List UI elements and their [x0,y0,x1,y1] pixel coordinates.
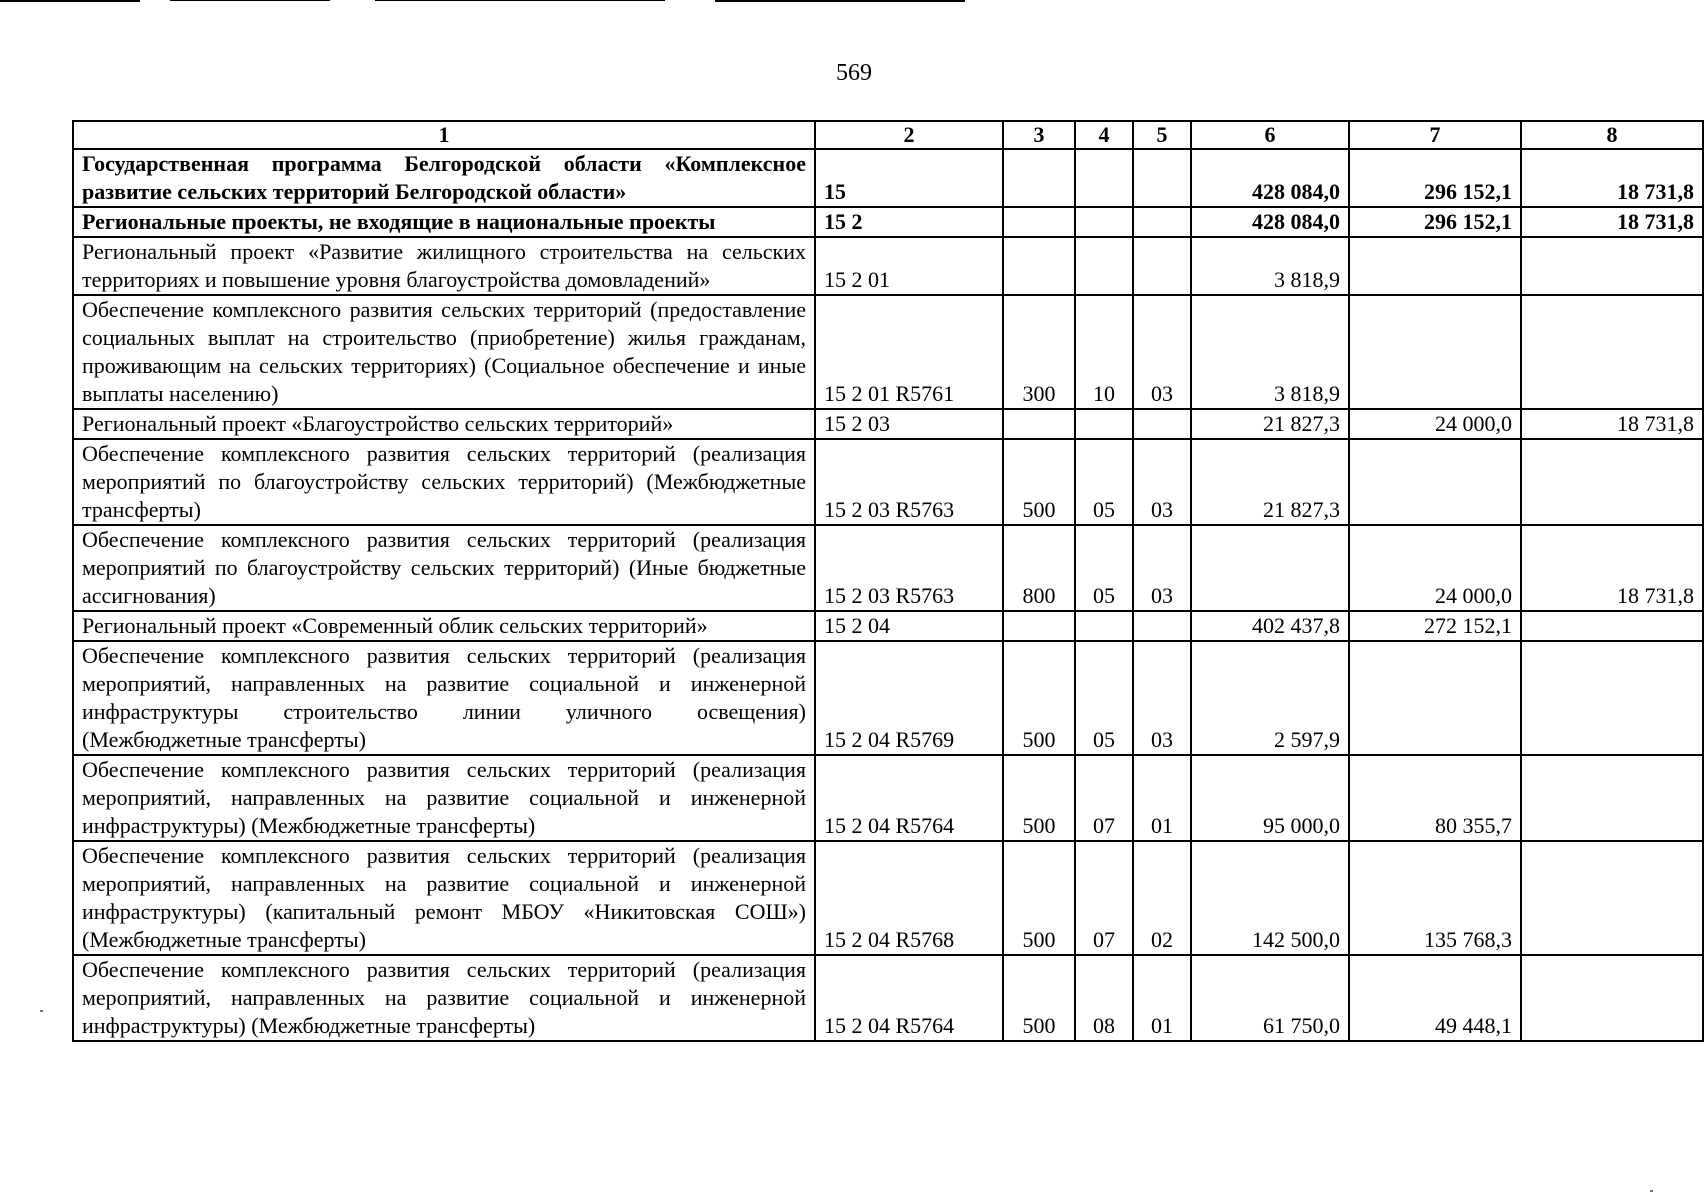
expense-type-cell [1003,409,1075,439]
budget-table [72,120,1704,1042]
header-cell: 7 [1349,121,1521,149]
table-row [73,841,1703,955]
section-cell: 07 [1075,841,1133,955]
table-row [73,641,1703,755]
amount-col6-cell: 428 084,0 [1191,207,1349,237]
amount-col6-cell: 61 750,0 [1191,955,1349,1041]
table-row [73,149,1703,207]
section-cell [1075,409,1133,439]
scan-speck [40,1010,43,1012]
amount-col8-cell [1521,439,1703,525]
table-row [73,207,1703,237]
amount-col7-cell [1349,237,1521,295]
amount-col7-cell [1349,641,1521,755]
budget-code-cell: 15 2 03 R5763 [815,439,1003,525]
table-body [73,149,1703,1041]
table-row [73,237,1703,295]
row-name-cell: Обеспечение комплексного развития сельских территорий (реализация мероприятий, направленных на развитие социальной и инженерной инфраструктуры строительство линии уличного освещения) (Межбюджетные трансферты) [73,641,815,755]
amount-col8-cell [1521,295,1703,409]
section-cell: 05 [1075,641,1133,755]
budget-code-cell: 15 2 01 [815,237,1003,295]
expense-type-cell: 500 [1003,955,1075,1041]
subsection-cell: 03 [1133,525,1191,611]
table-row [73,755,1703,841]
subsection-cell: 01 [1133,955,1191,1041]
row-name-cell: Региональные проекты, не входящие в национальные проекты [73,207,815,237]
amount-col6-cell: 428 084,0 [1191,149,1349,207]
amount-col8-cell: 18 731,8 [1521,149,1703,207]
subsection-cell: 03 [1133,641,1191,755]
amount-col7-cell: 24 000,0 [1349,409,1521,439]
header-cell: 8 [1521,121,1703,149]
amount-col8-cell [1521,641,1703,755]
section-cell: 07 [1075,755,1133,841]
row-name-cell: Обеспечение комплексного развития сельских территорий (реализация мероприятий, направленных на развитие социальной и инженерной инфраструктуры) (Межбюджетные трансферты) [73,755,815,841]
section-cell [1075,237,1133,295]
header-cell: 6 [1191,121,1349,149]
header-cell: 3 [1003,121,1075,149]
table-row [73,955,1703,1041]
amount-col6-cell: 3 818,9 [1191,237,1349,295]
amount-col6-cell: 21 827,3 [1191,439,1349,525]
row-name-cell: Региональный проект «Благоустройство сельских территорий» [73,409,815,439]
section-cell: 05 [1075,525,1133,611]
amount-col7-cell: 296 152,1 [1349,149,1521,207]
amount-col6-cell: 3 818,9 [1191,295,1349,409]
expense-type-cell [1003,207,1075,237]
amount-col8-cell [1521,755,1703,841]
amount-col6-cell: 142 500,0 [1191,841,1349,955]
amount-col6-cell [1191,525,1349,611]
header-row [73,121,1703,149]
budget-code-cell: 15 2 04 R5769 [815,641,1003,755]
amount-col7-cell: 24 000,0 [1349,525,1521,611]
expense-type-cell: 500 [1003,641,1075,755]
amount-col7-cell [1349,439,1521,525]
header-cell: 4 [1075,121,1133,149]
scan-speck [1650,1190,1653,1192]
budget-code-cell: 15 2 03 [815,409,1003,439]
amount-col8-cell: 18 731,8 [1521,409,1703,439]
scan-edge-line [715,0,965,2]
amount-col8-cell [1521,841,1703,955]
expense-type-cell [1003,237,1075,295]
amount-col7-cell: 272 152,1 [1349,611,1521,641]
subsection-cell: 03 [1133,295,1191,409]
amount-col7-cell: 49 448,1 [1349,955,1521,1041]
budget-code-cell: 15 2 04 R5768 [815,841,1003,955]
table-row [73,611,1703,641]
table-row [73,439,1703,525]
scan-edge-line [170,0,330,1]
expense-type-cell: 300 [1003,295,1075,409]
expense-type-cell: 800 [1003,525,1075,611]
row-name-cell: Региональный проект «Современный облик сельских территорий» [73,611,815,641]
section-cell: 10 [1075,295,1133,409]
subsection-cell: 02 [1133,841,1191,955]
budget-code-cell: 15 2 04 R5764 [815,955,1003,1041]
amount-col8-cell [1521,237,1703,295]
subsection-cell: 03 [1133,439,1191,525]
budget-code-cell: 15 2 01 R5761 [815,295,1003,409]
subsection-cell [1133,149,1191,207]
row-name-cell: Обеспечение комплексного развития сельских территорий (предоставление социальных выплат на строительство (приобретение) жилья гражданам, проживающим на сельских территориях) (Социальное обеспечение и иные выплаты населению) [73,295,815,409]
section-cell: 08 [1075,955,1133,1041]
table-row [73,295,1703,409]
expense-type-cell: 500 [1003,439,1075,525]
amount-col7-cell: 135 768,3 [1349,841,1521,955]
table-row [73,409,1703,439]
expense-type-cell: 500 [1003,755,1075,841]
header-cell: 5 [1133,121,1191,149]
row-name-cell: Государственная программа Белгородской области «Комплексное развитие сельских территорий Белгородской области» [73,149,815,207]
amount-col6-cell: 2 597,9 [1191,641,1349,755]
header-cell: 2 [815,121,1003,149]
section-cell [1075,149,1133,207]
budget-code-cell: 15 [815,149,1003,207]
section-cell [1075,207,1133,237]
subsection-cell [1133,409,1191,439]
budget-code-cell: 15 2 04 R5764 [815,755,1003,841]
amount-col8-cell [1521,955,1703,1041]
expense-type-cell: 500 [1003,841,1075,955]
section-cell: 05 [1075,439,1133,525]
amount-col7-cell: 80 355,7 [1349,755,1521,841]
amount-col8-cell: 18 731,8 [1521,207,1703,237]
row-name-cell: Обеспечение комплексного развития сельских территорий (реализация мероприятий, направленных на развитие социальной и инженерной инфраструктуры) (капитальный ремонт МБОУ «Никитовская СОШ») (Межбюджетные трансферты) [73,841,815,955]
amount-col7-cell: 296 152,1 [1349,207,1521,237]
amount-col8-cell [1521,611,1703,641]
amount-col8-cell: 18 731,8 [1521,525,1703,611]
budget-code-cell: 15 2 [815,207,1003,237]
row-name-cell: Обеспечение комплексного развития сельских территорий (реализация мероприятий по благоустройству сельских территорий) (Межбюджетные трансферты) [73,439,815,525]
section-cell [1075,611,1133,641]
subsection-cell [1133,611,1191,641]
scan-edge-line [0,0,140,2]
budget-code-cell: 15 2 04 [815,611,1003,641]
amount-col6-cell: 21 827,3 [1191,409,1349,439]
expense-type-cell [1003,149,1075,207]
scan-edge-line [375,0,665,1]
row-name-cell: Обеспечение комплексного развития сельских территорий (реализация мероприятий, направленных на развитие социальной и инженерной инфраструктуры) (Межбюджетные трансферты) [73,955,815,1041]
amount-col6-cell: 95 000,0 [1191,755,1349,841]
amount-col7-cell [1349,295,1521,409]
table-row [73,525,1703,611]
row-name-cell: Обеспечение комплексного развития сельских территорий (реализация мероприятий по благоустройству сельских территорий) (Иные бюджетные ассигнования) [73,525,815,611]
budget-code-cell: 15 2 03 R5763 [815,525,1003,611]
subsection-cell: 01 [1133,755,1191,841]
header-cell: 1 [73,121,815,149]
expense-type-cell [1003,611,1075,641]
page-number: 569 [836,60,872,86]
amount-col6-cell: 402 437,8 [1191,611,1349,641]
subsection-cell [1133,237,1191,295]
row-name-cell: Региональный проект «Развитие жилищного строительства на сельских территориях и повышение уровня благоустройства домовладений» [73,237,815,295]
subsection-cell [1133,207,1191,237]
